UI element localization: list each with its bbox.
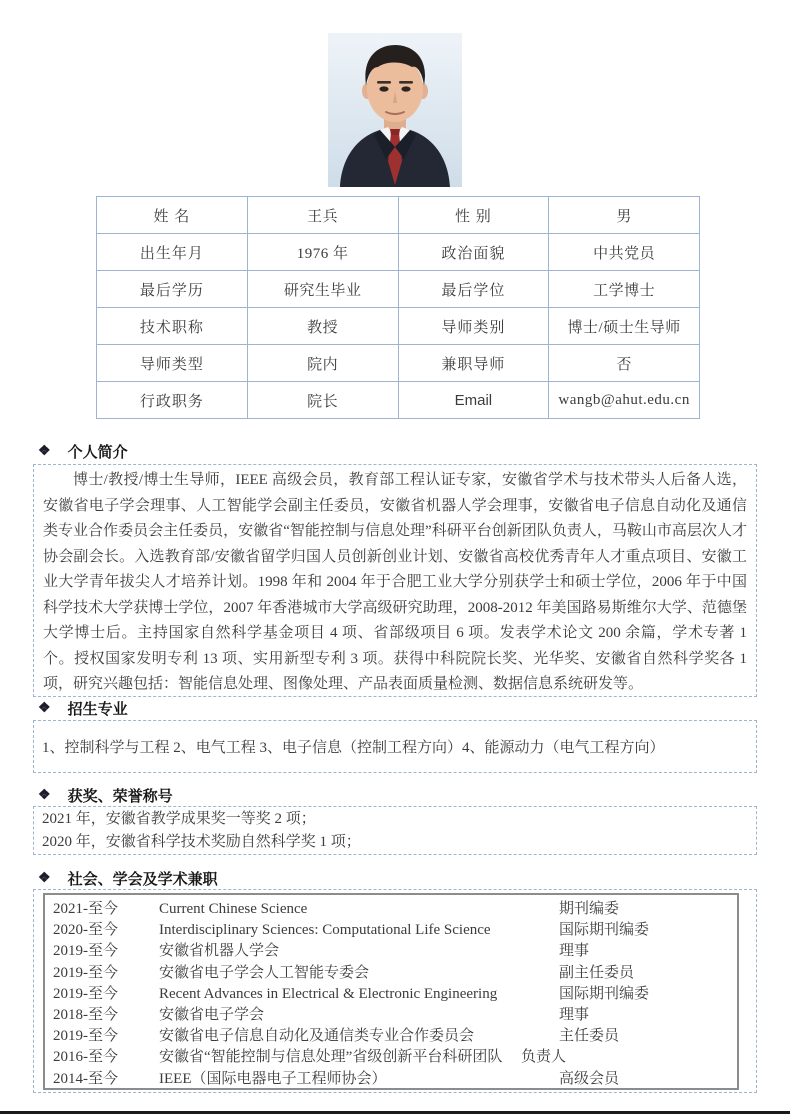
section-header-memberships — [38, 868, 218, 889]
info-value-degree: 工学博士 — [549, 271, 700, 308]
section-header-majors — [38, 698, 128, 719]
info-label-admin-position: 行政职务 — [97, 382, 248, 419]
info-label-gender: 性 别 — [398, 197, 549, 234]
page-bottom-rule — [0, 1111, 790, 1114]
diamond-bullet-icon: ❖ — [38, 871, 51, 886]
membership-organization: Interdisciplinary Sciences: Computational Life Science — [159, 922, 491, 939]
table-row — [97, 271, 700, 308]
membership-role: 主任委员 — [559, 1028, 620, 1045]
info-label-political: 政治面貌 — [398, 234, 549, 271]
table-row — [97, 197, 700, 234]
membership-role: 副主任委员 — [559, 964, 635, 981]
membership-role: 国际期刊编委 — [559, 922, 650, 939]
info-value-title: 教授 — [247, 308, 398, 345]
membership-period: 2020-至今 — [53, 922, 118, 939]
membership-organization: 安徽省电子信息自动化及通信类专业合作委员会 — [159, 1028, 475, 1045]
majors-text: 1、控制科学与工程 2、电气工程 3、电子信息（控制工程方向）4、能源动力（电气工程方向） — [42, 740, 665, 756]
portrait-photo — [328, 33, 462, 187]
section-title-awards: 获奖、荣誉称号 — [67, 789, 173, 805]
section-header-intro — [38, 441, 128, 462]
membership-row — [45, 984, 737, 1005]
table-row — [97, 345, 700, 382]
info-value-admin-position: 院长 — [247, 382, 398, 419]
info-value-education: 研究生毕业 — [247, 271, 398, 308]
award-line: 2020 年，安徽省科学技术奖励自然科学奖 1 项； — [42, 834, 361, 850]
info-value-name: 王兵 — [247, 197, 398, 234]
membership-period: 2014-至今 — [53, 1070, 118, 1087]
membership-organization: 安徽省电子学会人工智能专委会 — [159, 964, 370, 981]
membership-row — [45, 920, 737, 941]
membership-period: 2016-至今 — [53, 1049, 118, 1066]
section-header-awards — [38, 785, 173, 806]
membership-row — [45, 1069, 737, 1090]
section-title-memberships: 社会、学会及学术兼职 — [67, 872, 218, 888]
table-row — [97, 308, 700, 345]
info-label-title: 技术职称 — [97, 308, 248, 345]
membership-row — [45, 1047, 737, 1068]
diamond-bullet-icon: ❖ — [38, 444, 51, 459]
info-value-supervisor-category: 博士/硕士生导师 — [549, 308, 700, 345]
info-value-gender: 男 — [549, 197, 700, 234]
membership-period: 2019-至今 — [53, 985, 118, 1002]
membership-row — [45, 1005, 737, 1026]
membership-role: 高级会员 — [559, 1070, 620, 1087]
info-label-email: Email — [398, 382, 549, 419]
membership-organization: Recent Advances in Electrical & Electronic Engineering — [159, 985, 498, 1002]
intro-text: 博士/教授/博士生导师，IEEE 高级会员，教育部工程认证专家，安徽省学术与技术带头人后备人选，安徽省电子学会理事、人工智能学会副主任委员，安徽省机器人学会理事，安徽省电子信息自动化及通信类专业合作委员会主任委员，安徽省“智能控制与信息处理”科研平台创新团队负责人，马鞍山市高层次人才协会副会长。入选教育部/安徽省留学归国人员创新创业计划、安徽省高校优秀青年人才重点项目、安徽工业大学青年拔尖人才培养计划。1998 年和 2004 年于合肥工业大学分别获学士和硕士学位，2006 年于中国科学技术大学获博士学位，2007 年香港城市大学高级研究助理，2008-2012 年美国路易斯维尔大学、范德堡大学博士后。主持国家自然科学基金项目 4 项、省部级项目 6 项。发表学术论文 200 余篇，学术专著 1 个。授权国家发明专利 13 项、实用新型专利 3 项。获得中科院院长奖、光华奖、安徽省自然科学奖各 1 项，研究兴趣包括：智能信息处理、图像处理、产品表面质量检测、数据信息系统研发等。 — [43, 472, 747, 692]
membership-organization: 安徽省电子学会 — [159, 1007, 265, 1024]
memberships-content-box — [33, 889, 757, 1093]
info-label-supervisor-type: 导师类型 — [97, 345, 248, 382]
membership-role: 期刊编委 — [559, 901, 620, 917]
intro-content-box — [33, 464, 757, 697]
membership-period: 2019-至今 — [53, 1028, 118, 1045]
info-value-supervisor-type: 院内 — [247, 345, 398, 382]
membership-organization: 安徽省机器人学会 — [159, 943, 280, 960]
diamond-bullet-icon: ❖ — [38, 788, 51, 803]
membership-role: 理事 — [559, 943, 590, 960]
info-value-birth: 1976 年 — [247, 234, 398, 271]
info-value-email: wangb@ahut.edu.cn — [549, 382, 700, 419]
basic-info-table — [96, 196, 700, 419]
membership-row — [45, 899, 737, 920]
majors-content-box — [33, 720, 757, 773]
info-label-adjunct-supervisor: 兼职导师 — [398, 345, 549, 382]
table-row — [97, 234, 700, 271]
info-value-adjunct-supervisor: 否 — [549, 345, 700, 382]
info-value-political: 中共党员 — [549, 234, 700, 271]
membership-role: 理事 — [559, 1007, 590, 1024]
award-line: 2021 年，安徽省教学成果奖一等奖 2 项； — [42, 811, 316, 827]
membership-role: 负责人 — [521, 1049, 567, 1066]
membership-organization: 安徽省“智能控制与信息处理”省级创新平台科研团队 — [159, 1049, 503, 1066]
portrait-photo-illustration — [328, 33, 462, 187]
awards-content-box — [33, 806, 757, 855]
section-title-intro: 个人简介 — [67, 445, 128, 461]
info-label-degree: 最后学位 — [398, 271, 549, 308]
membership-period: 2019-至今 — [53, 964, 118, 981]
memberships-table — [43, 893, 739, 1090]
membership-row — [45, 941, 737, 962]
membership-organization: Current Chinese Science — [159, 901, 308, 917]
diamond-bullet-icon: ❖ — [38, 701, 51, 716]
info-label-education: 最后学历 — [97, 271, 248, 308]
info-label-birth: 出生年月 — [97, 234, 248, 271]
membership-organization: IEEE（国际电器电子工程师协会） — [159, 1070, 387, 1087]
section-title-majors: 招生专业 — [67, 702, 128, 718]
membership-row — [45, 963, 737, 984]
membership-role: 国际期刊编委 — [559, 985, 650, 1002]
membership-period: 2018-至今 — [53, 1007, 118, 1024]
membership-period: 2019-至今 — [53, 943, 118, 960]
info-label-name: 姓 名 — [97, 197, 248, 234]
membership-row — [45, 1026, 737, 1047]
table-row — [97, 382, 700, 419]
membership-period: 2021-至今 — [53, 901, 118, 917]
info-label-supervisor-category: 导师类别 — [398, 308, 549, 345]
